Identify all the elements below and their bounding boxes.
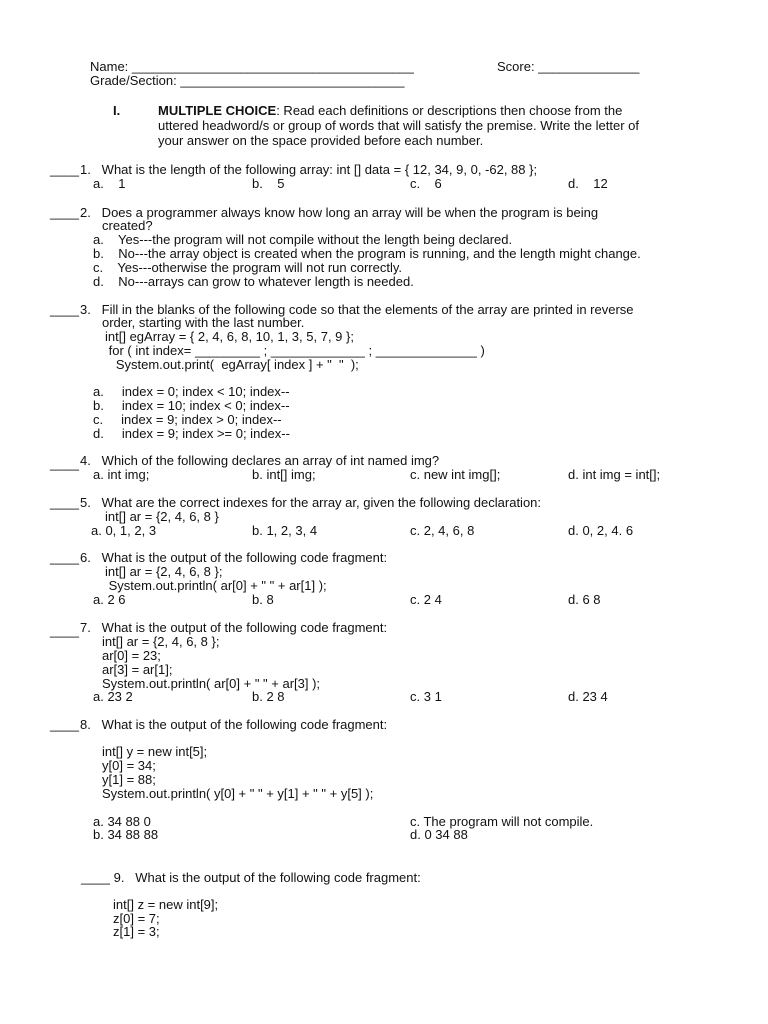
q7-code-line-3: ar[3] = ar[1]; [102, 662, 173, 677]
q3-code-line-3: System.out.print( egArray[ index ] + " " ); [105, 357, 359, 372]
q9-code-line-1: int[] z = new int[9]; [113, 897, 219, 912]
q1-choice-c: c. 6 [410, 176, 442, 191]
section-instructions-line-3: your answer on the space provided before each number. [158, 133, 484, 148]
question-9-stem: 9. What is the output of the following code fragment: [110, 870, 421, 885]
question-7-stem: 7. What is the output of the following code fragment: [80, 620, 388, 635]
q8-choice-d: d. 0 34 88 [410, 827, 468, 842]
q7-choice-b: b. 2 8 [252, 689, 285, 704]
q6-choice-d: d. 6 8 [568, 592, 601, 607]
q7-code-line-4: System.out.println( ar[0] + " " + ar[3] ); [102, 676, 321, 691]
question-1-stem: 1. What is the length of the following array: int [] data = { 12, 34, 9, 0, -62, 88 }; [80, 162, 538, 177]
q3-choice-d: d. index = 9; index >= 0; index-- [93, 426, 290, 441]
q5-code-line-1: int[] ar = {2, 4, 6, 8 } [105, 509, 219, 524]
q1-choice-b: b. 5 [252, 176, 285, 191]
question-5-stem: 5. What are the correct indexes for the array ar, given the following declaration: [80, 495, 542, 510]
q6-code-line-2: System.out.println( ar[0] + " " + ar[1] ); [105, 578, 327, 593]
q3-code-line-1: int[] egArray = { 2, 4, 6, 8, 10, 1, 3, 5, 7, 9 }; [105, 329, 354, 344]
answer-blank-6[interactable]: ____ [50, 550, 79, 565]
q3-code-line-2: for ( int index= _________ ; _____________ ; ______________ ) [105, 343, 485, 358]
q8-code-line-4: System.out.println( y[0] + " " + y[1] + " " + y[5] ); [102, 786, 374, 801]
question-3-stem: 3. Fill in the blanks of the following code so that the elements of the array are printed in reverse [80, 302, 634, 317]
q3-choice-a: a. index = 0; index < 10; index-- [93, 384, 290, 399]
q8-choice-c: c. The program will not compile. [410, 814, 594, 829]
q3-choice-c: c. index = 9; index > 0; index-- [93, 412, 282, 427]
grade-section-field-label: Grade/Section: _______________________________ [90, 73, 405, 88]
q6-choice-b: b. 8 [252, 592, 274, 607]
q7-choice-c: c. 3 1 [410, 689, 442, 704]
answer-blank-7[interactable]: ____ [50, 623, 79, 638]
q4-choice-c: c. new int img[]; [410, 467, 501, 482]
question-2-stem-cont: created? [102, 218, 153, 233]
q2-choice-b: b. No---the array object is created when the program is running, and the length might change. [93, 246, 641, 261]
q5-choice-b: b. 1, 2, 3, 4 [252, 523, 318, 538]
q8-code-line-2: y[0] = 34; [102, 758, 156, 773]
answer-blank-9[interactable]: ____ [81, 870, 110, 885]
q8-choice-b: b. 34 88 88 [93, 827, 159, 842]
q7-code-line-1: int[] ar = {2, 4, 6, 8 }; [102, 634, 220, 649]
answer-blank-5[interactable]: ____ [50, 495, 79, 510]
q8-code-line-3: y[1] = 88; [102, 772, 156, 787]
q2-choice-d: d. No---arrays can grow to whatever length is needed. [93, 274, 414, 289]
q6-code-line-1: int[] ar = {2, 4, 6, 8 }; [105, 564, 223, 579]
q2-choice-c: c. Yes---otherwise the program will not run correctly. [93, 260, 402, 275]
q4-choice-d: d. int img = int[]; [568, 467, 661, 482]
question-2-stem: 2. Does a programmer always know how long an array will be when the program is being [80, 205, 599, 220]
answer-blank-1[interactable]: ____ [50, 162, 79, 177]
q4-choice-b: b. int[] img; [252, 467, 316, 482]
q5-choice-d: d. 0, 2, 4. 6 [568, 523, 634, 538]
q7-choice-d: d. 23 4 [568, 689, 608, 704]
q5-choice-a: a. 0, 1, 2, 3 [91, 523, 157, 538]
q7-code-line-2: ar[0] = 23; [102, 648, 161, 663]
instructions-text-1: : Read each definitions or descriptions then choose from the [276, 103, 623, 118]
q1-choice-a: a. 1 [93, 176, 126, 191]
q9-code-line-2: z[0] = 7; [113, 911, 160, 926]
q8-code-line-1: int[] y = new int[5]; [102, 744, 208, 759]
question-8-stem: 8. What is the output of the following code fragment: [80, 717, 388, 732]
q2-choice-a: a. Yes---the program will not compile without the length being declared. [93, 232, 513, 247]
answer-blank-2[interactable]: ____ [50, 205, 79, 220]
q7-choice-a: a. 23 2 [93, 689, 133, 704]
section-instructions-line-2: uttered headword/s or group of words that will satisfy the premise. Write the letter of [158, 118, 639, 133]
q4-choice-a: a. int img; [93, 467, 150, 482]
score-field-label: Score: ______________ [497, 59, 640, 74]
answer-blank-4[interactable]: ____ [50, 456, 79, 471]
name-field-label: Name: _______________________________________ [90, 59, 414, 74]
question-4-stem: 4. Which of the following declares an array of int named img? [80, 453, 440, 468]
q9-code-line-3: z[1] = 3; [113, 924, 160, 939]
section-numeral: I. [113, 103, 121, 118]
question-6-stem: 6. What is the output of the following code fragment: [80, 550, 388, 565]
q1-choice-d: d. 12 [568, 176, 608, 191]
q6-choice-c: c. 2 4 [410, 592, 442, 607]
q6-choice-a: a. 2 6 [93, 592, 126, 607]
answer-blank-8[interactable]: ____ [50, 717, 79, 732]
answer-blank-3[interactable]: ____ [50, 302, 79, 317]
q3-choice-b: b. index = 10; index < 0; index-- [93, 398, 290, 413]
q5-choice-c: c. 2, 4, 6, 8 [410, 523, 475, 538]
q8-choice-a: a. 34 88 0 [93, 814, 151, 829]
section-title: MULTIPLE CHOICE [158, 103, 277, 118]
section-instructions-line-1 [158, 104, 622, 118]
question-3-stem-cont: order, starting with the last number. [102, 315, 305, 330]
